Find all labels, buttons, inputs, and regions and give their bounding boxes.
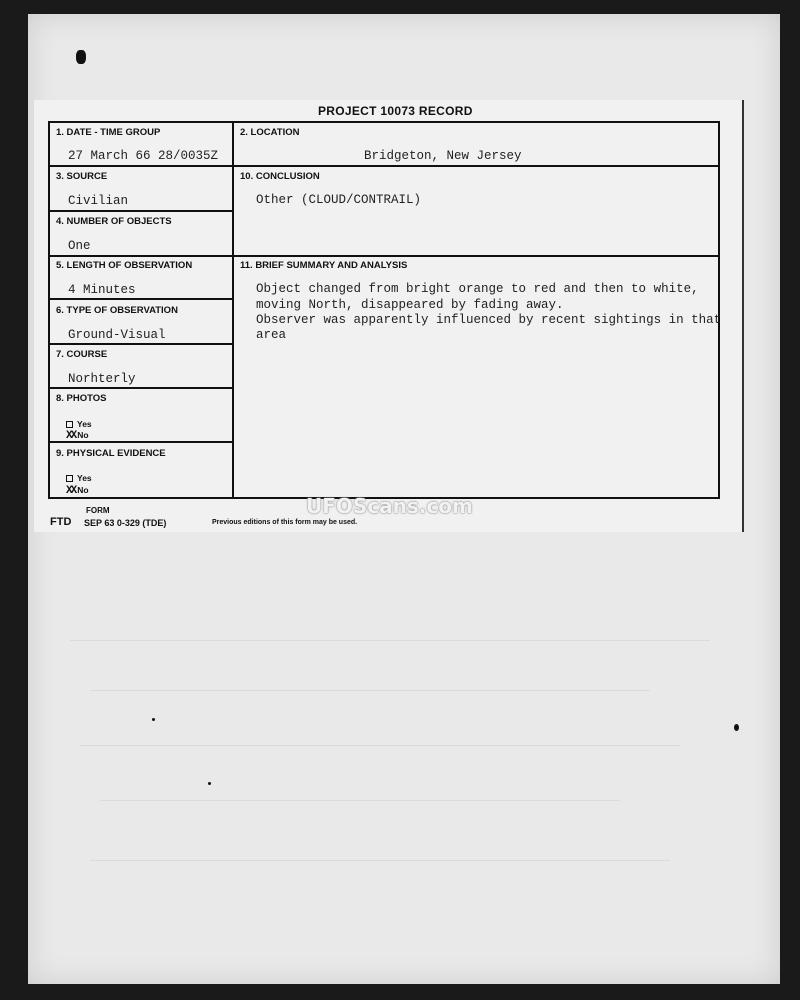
watermark-logo: UFOScans.com [306,494,473,518]
type-of-observation-label: 6. TYPE OF OBSERVATION [56,305,178,316]
ghost-line [80,745,680,746]
ghost-line [70,640,710,641]
record-form [48,121,720,499]
course-label: 7. COURSE [56,349,108,360]
photos-no-label: No [77,430,89,440]
conclusion-value: Other (CLOUD/CONTRAIL) [256,193,422,207]
ghost-line [100,800,620,801]
evidence-no-label: No [77,485,89,495]
summary-line: Object changed from bright orange to red and then to white, [256,282,699,296]
row-divider [50,165,718,167]
summary-line: area [256,328,287,342]
location-label: 2. LOCATION [240,127,300,138]
summary-line: moving North, disappeared by fading away. [256,298,564,312]
course-value: Norhterly [68,372,136,386]
date-time-label: 1. DATE - TIME GROUP [56,127,161,138]
row-divider [50,255,718,257]
footer-note: Previous editions of this form may be used. [212,519,358,526]
ink-speck [152,718,155,721]
evidence-no-checkbox [66,485,89,497]
conclusion-label: 10. CONCLUSION [240,171,320,182]
photos-yes-label: Yes [77,419,92,429]
photos-no-checkbox [66,430,89,442]
column-divider [232,123,234,497]
photos-label: 8. PHOTOS [56,393,107,404]
ink-speck [734,724,739,731]
brief-summary-label: 11. BRIEF SUMMARY AND ANALYSIS [240,260,408,271]
physical-evidence-label: 9. PHYSICAL EVIDENCE [56,448,166,459]
row-divider [50,343,232,345]
date-time-value: 27 March 66 28/0035Z [68,149,219,163]
type-of-observation-value: Ground-Visual [68,328,166,342]
checkbox-icon [66,475,73,482]
ink-speck [76,50,86,64]
footer-form-code: SEP 63 0-329 (TDE) [84,518,167,528]
row-divider [50,298,232,300]
ink-speck [208,782,211,785]
footer-ftd: FTD [50,516,72,528]
evidence-yes-checkbox [66,473,92,483]
typed-x-mark: XX [66,430,76,442]
ghost-line [90,860,670,861]
photos-yes-checkbox [66,419,92,429]
typed-x-mark: XX [66,485,76,497]
page-title: PROJECT 10073 RECORD [318,104,473,118]
length-of-observation-value: 4 Minutes [68,283,136,297]
row-divider [50,210,232,212]
length-of-observation-label: 5. LENGTH OF OBSERVATION [56,260,193,271]
summary-line: Observer was apparently influenced by recent sightings in that [256,313,722,327]
row-divider [50,387,232,389]
ghost-line [90,690,650,691]
number-of-objects-value: One [68,239,91,253]
footer-form-word: FORM [86,506,110,515]
source-label: 3. SOURCE [56,171,108,182]
source-value: Civilian [68,194,129,208]
location-value: Bridgeton, New Jersey [364,149,522,163]
evidence-yes-label: Yes [77,473,92,483]
checkbox-icon [66,421,73,428]
number-of-objects-label: 4. NUMBER OF OBJECTS [56,216,172,227]
